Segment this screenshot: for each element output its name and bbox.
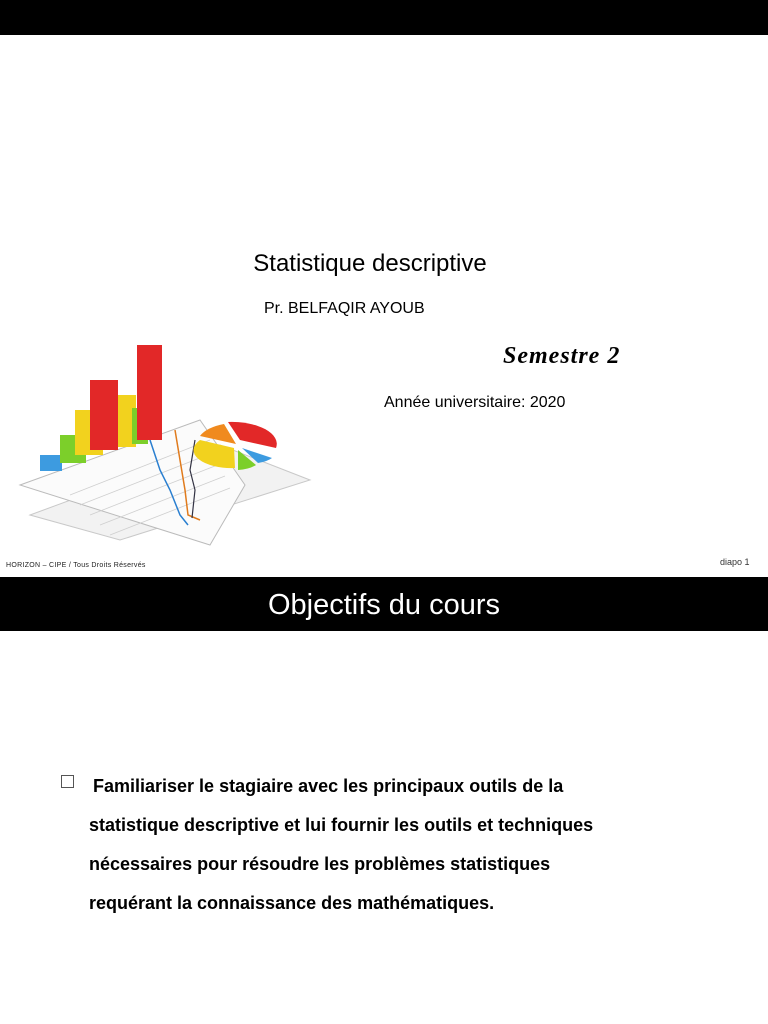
slide-number: diapo 1 <box>720 557 750 567</box>
slide-title: Statistique descriptive <box>253 250 487 277</box>
objective-line: nécessaires pour résoudre les problèmes statistiques <box>89 854 551 874</box>
bar-red-2 <box>137 345 162 440</box>
square-bullet-icon <box>61 775 74 788</box>
objective-paragraph <box>89 767 649 923</box>
chart-illustration <box>10 340 320 550</box>
objective-line: Familiariser le stagiaire avec les principaux outils de la <box>93 776 564 796</box>
objective-line: statistique descriptive et lui fournir les outils et techniques <box>89 815 594 835</box>
top-black-bar <box>0 0 768 35</box>
pie-red <box>228 422 277 448</box>
semester-label: Semestre 2 <box>503 343 621 369</box>
bar-red-1 <box>90 380 118 450</box>
academic-year: Année universitaire: 2020 <box>384 394 566 411</box>
footer-copyright: HORIZON – CIPE / Tous Droits Réservés <box>6 562 146 569</box>
slide2-title: Objectifs du cours <box>267 589 501 621</box>
objective-line: requérant la connaissance des mathématiques. <box>89 893 495 913</box>
author-name: Pr. BELFAQIR AYOUB <box>264 300 425 317</box>
bar-blue <box>40 455 62 471</box>
